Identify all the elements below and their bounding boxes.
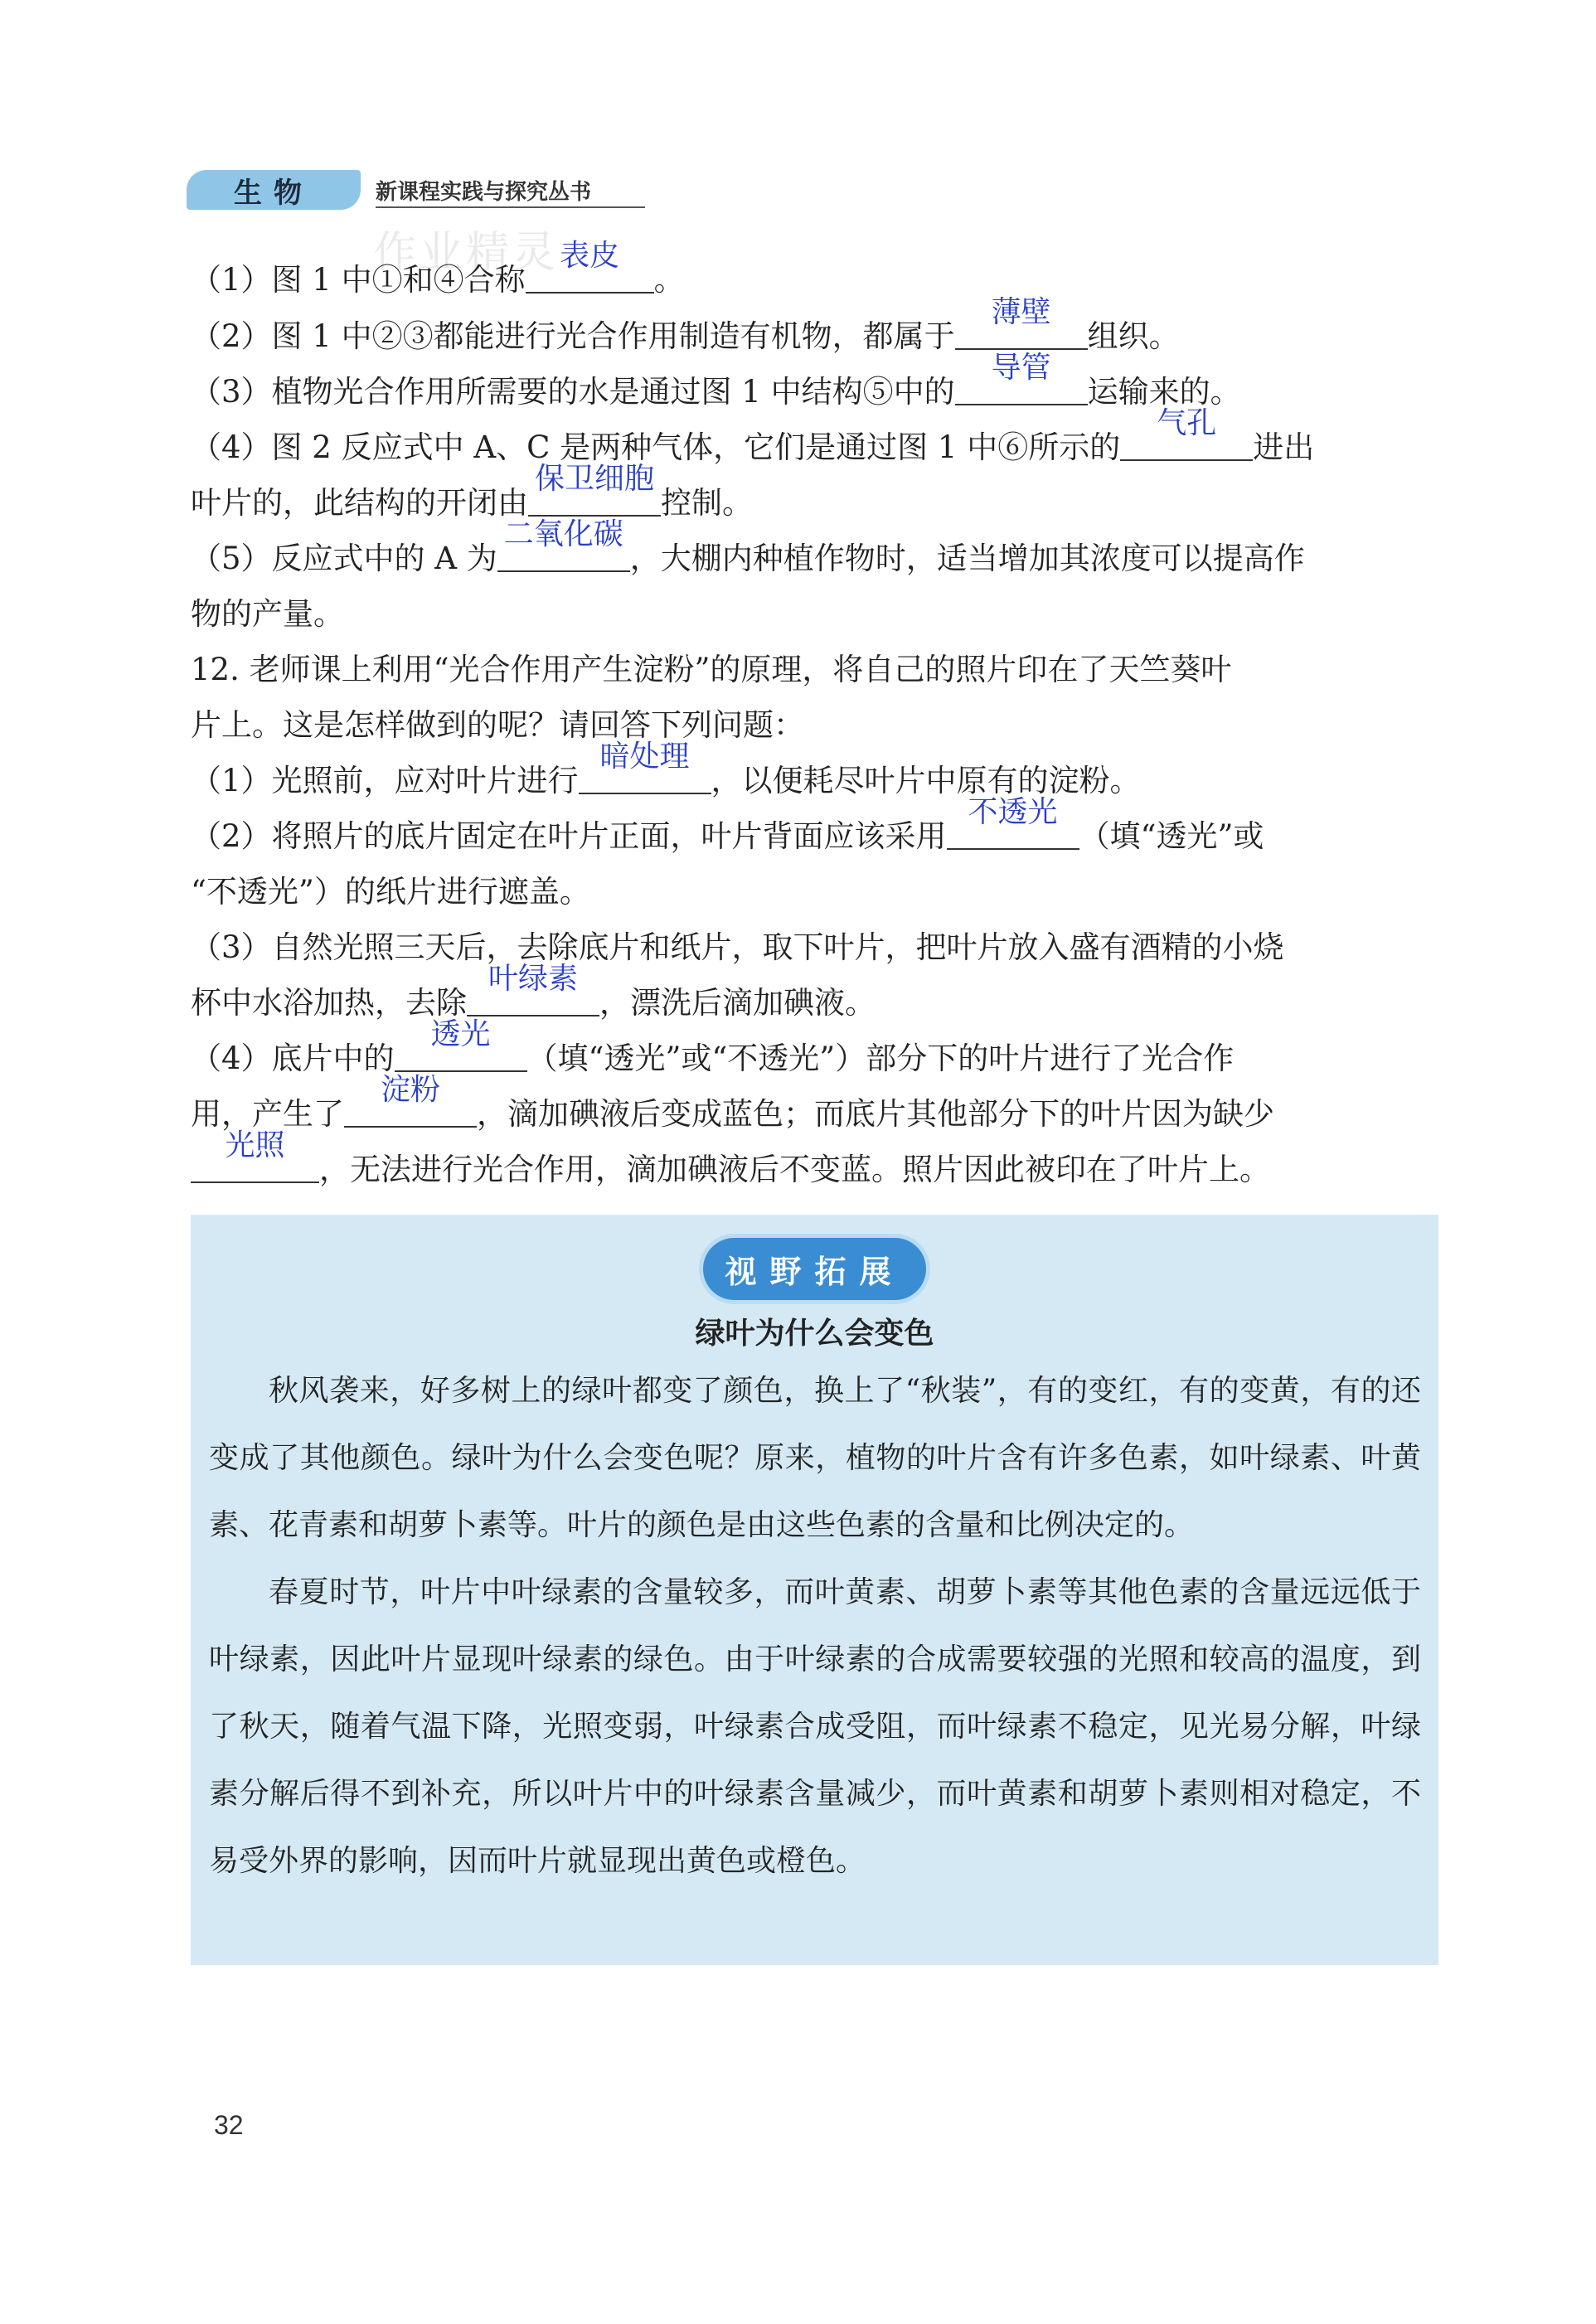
question-text: 控制。 bbox=[661, 485, 753, 521]
question-text: 运输来的。 bbox=[1087, 374, 1241, 410]
question-line bbox=[191, 295, 1441, 366]
watermark: 作业精灵 bbox=[373, 228, 560, 278]
question-text: 杯中水浴加热，去除 bbox=[191, 985, 467, 1021]
answer-blank bbox=[955, 351, 1088, 405]
question-line bbox=[191, 462, 1441, 532]
question-text: ，以便耗尽叶片中原有的淀粉。 bbox=[711, 763, 1141, 798]
question-line bbox=[191, 862, 1441, 921]
question-text: （填“透光”或 bbox=[1079, 818, 1264, 854]
series-title: 新课程实践与探究丛书 bbox=[376, 180, 592, 205]
question-line bbox=[191, 1128, 1441, 1199]
page-number: 32 bbox=[214, 2110, 244, 2140]
answer-text: 光照 bbox=[225, 1128, 285, 1162]
question-line bbox=[191, 962, 1441, 1032]
subject-tab bbox=[187, 170, 361, 210]
question-line bbox=[191, 406, 1441, 477]
answer-text: 气孔 bbox=[1157, 406, 1217, 440]
extension-body bbox=[209, 1357, 1421, 1895]
question-text: 片上。这是怎样做到的呢？请回答下列问题： bbox=[191, 707, 804, 743]
question-text: （3）自然光照三天后，去除底片和纸片，取下叶片，把叶片放入盛有酒精的小烧 bbox=[191, 929, 1284, 965]
question-text: ，无法进行光合作用，滴加碘液后不变蓝。照片因此被印在了叶片上。 bbox=[319, 1152, 1270, 1187]
question-text: 叶片的，此结构的开闭由 bbox=[191, 485, 528, 521]
answer-blank bbox=[1120, 406, 1253, 461]
extension-box bbox=[191, 1215, 1438, 1965]
question-text: ，漂洗后滴加碘液。 bbox=[599, 985, 876, 1021]
question-text: ，滴加碘液后变成蓝色；而底片其他部分下的叶片因为缺少 bbox=[477, 1096, 1274, 1132]
question-text: ，大棚内种植作物时，适当增加其浓度可以提高作 bbox=[629, 541, 1305, 576]
question-text: 进出 bbox=[1253, 429, 1315, 465]
question-text: 。 bbox=[653, 262, 685, 298]
answer-text: 透光 bbox=[430, 1017, 491, 1051]
question-text: （4）图 2 反应式中 A、C 是两种气体，它们是通过图 1 中⑥所示的 bbox=[191, 429, 1121, 465]
question-line bbox=[191, 239, 1441, 309]
question-text: 用，产生了 bbox=[191, 1096, 344, 1132]
question-text: 12. 老师课上利用“光合作用产生淀粉”的原理，将自己的照片印在了天竺葵叶 bbox=[191, 652, 1232, 687]
question-line bbox=[191, 918, 1441, 977]
question-line bbox=[191, 696, 1441, 754]
answer-text: 表皮 bbox=[560, 239, 620, 273]
question-text: （3）植物光合作用所需要的水是通过图 1 中结构⑤中的 bbox=[191, 374, 955, 410]
extension-badge: 视野拓展 bbox=[703, 1238, 925, 1300]
answer-text: 不透光 bbox=[968, 795, 1058, 829]
answer-blank bbox=[344, 1073, 477, 1128]
answer-text: 二氧化碳 bbox=[503, 517, 623, 551]
question-line bbox=[191, 351, 1441, 421]
question-text: 组织。 bbox=[1087, 318, 1180, 354]
question-line bbox=[191, 585, 1441, 643]
answer-text: 暗处理 bbox=[599, 740, 690, 774]
question-line bbox=[191, 1073, 1441, 1143]
question-line bbox=[191, 640, 1441, 699]
extension-title: 绿叶为什么会变色 bbox=[695, 1317, 934, 1351]
question-text: （4）底片中的 bbox=[191, 1041, 395, 1076]
question-line bbox=[191, 517, 1441, 588]
question-text: （5）反应式中的 A 为 bbox=[191, 541, 497, 576]
answer-text: 叶绿素 bbox=[488, 962, 578, 996]
question-text: “不透光”）的纸片进行遮盖。 bbox=[191, 874, 590, 910]
answer-text: 淀粉 bbox=[380, 1073, 440, 1107]
answer-blank bbox=[947, 795, 1079, 850]
extension-paragraph: 春夏时节，叶片中叶绿素的含量较多，而叶黄素、胡萝卜素等其他色素的含量远远低于叶绿素，因此叶片显现叶绿素的绿色。由于叶绿素的合成需要较强的光照和较高的温度，到了秋天，随着气温下降，光照变弱，叶绿素合成受阻，而叶绿素不稳定，见光易分解，叶绿素分解后得不到补充，所以叶片中的叶绿素含量减少，而叶黄素和胡萝卜素则相对稳定，不易受外界的影响，因而叶片就显现出黄色或橙色。 bbox=[209, 1575, 1421, 1878]
question-line bbox=[191, 795, 1441, 866]
question-text: （1）光照前，应对叶片进行 bbox=[191, 763, 579, 798]
answer-blank bbox=[191, 1128, 319, 1183]
question-line bbox=[191, 740, 1441, 810]
subject-label: 生物 bbox=[234, 176, 313, 210]
answer-text: 导管 bbox=[991, 351, 1051, 385]
answer-text: 保卫细胞 bbox=[534, 462, 654, 496]
answer-blank bbox=[579, 740, 711, 794]
extension-paragraph: 秋风袭来，好多树上的绿叶都变了颜色，换上了“秋装”，有的变红，有的变黄，有的还变成了其他颜色。绿叶为什么会变色呢？原来，植物的叶片含有许多色素，如叶绿素、叶黄素、花青素和胡萝卜素等。叶片的颜色是由这些色素的含量和比例决定的。 bbox=[209, 1374, 1421, 1542]
question-text: （1）图 1 中①和④合称 bbox=[191, 262, 526, 298]
answer-blank bbox=[497, 517, 630, 572]
answer-text: 薄壁 bbox=[991, 295, 1051, 329]
question-text: （2）图 1 中②③都能进行光合作用制造有机物，都属于 bbox=[191, 318, 955, 354]
question-text: （2）将照片的底片固定在叶片正面，叶片背面应该采用 bbox=[191, 818, 947, 854]
question-text: 物的产量。 bbox=[191, 596, 344, 632]
question-text: （填“透光”或“不透光”）部分下的叶片进行了光合作 bbox=[526, 1041, 1235, 1076]
header-divider bbox=[376, 206, 645, 208]
answer-blank bbox=[526, 239, 654, 294]
